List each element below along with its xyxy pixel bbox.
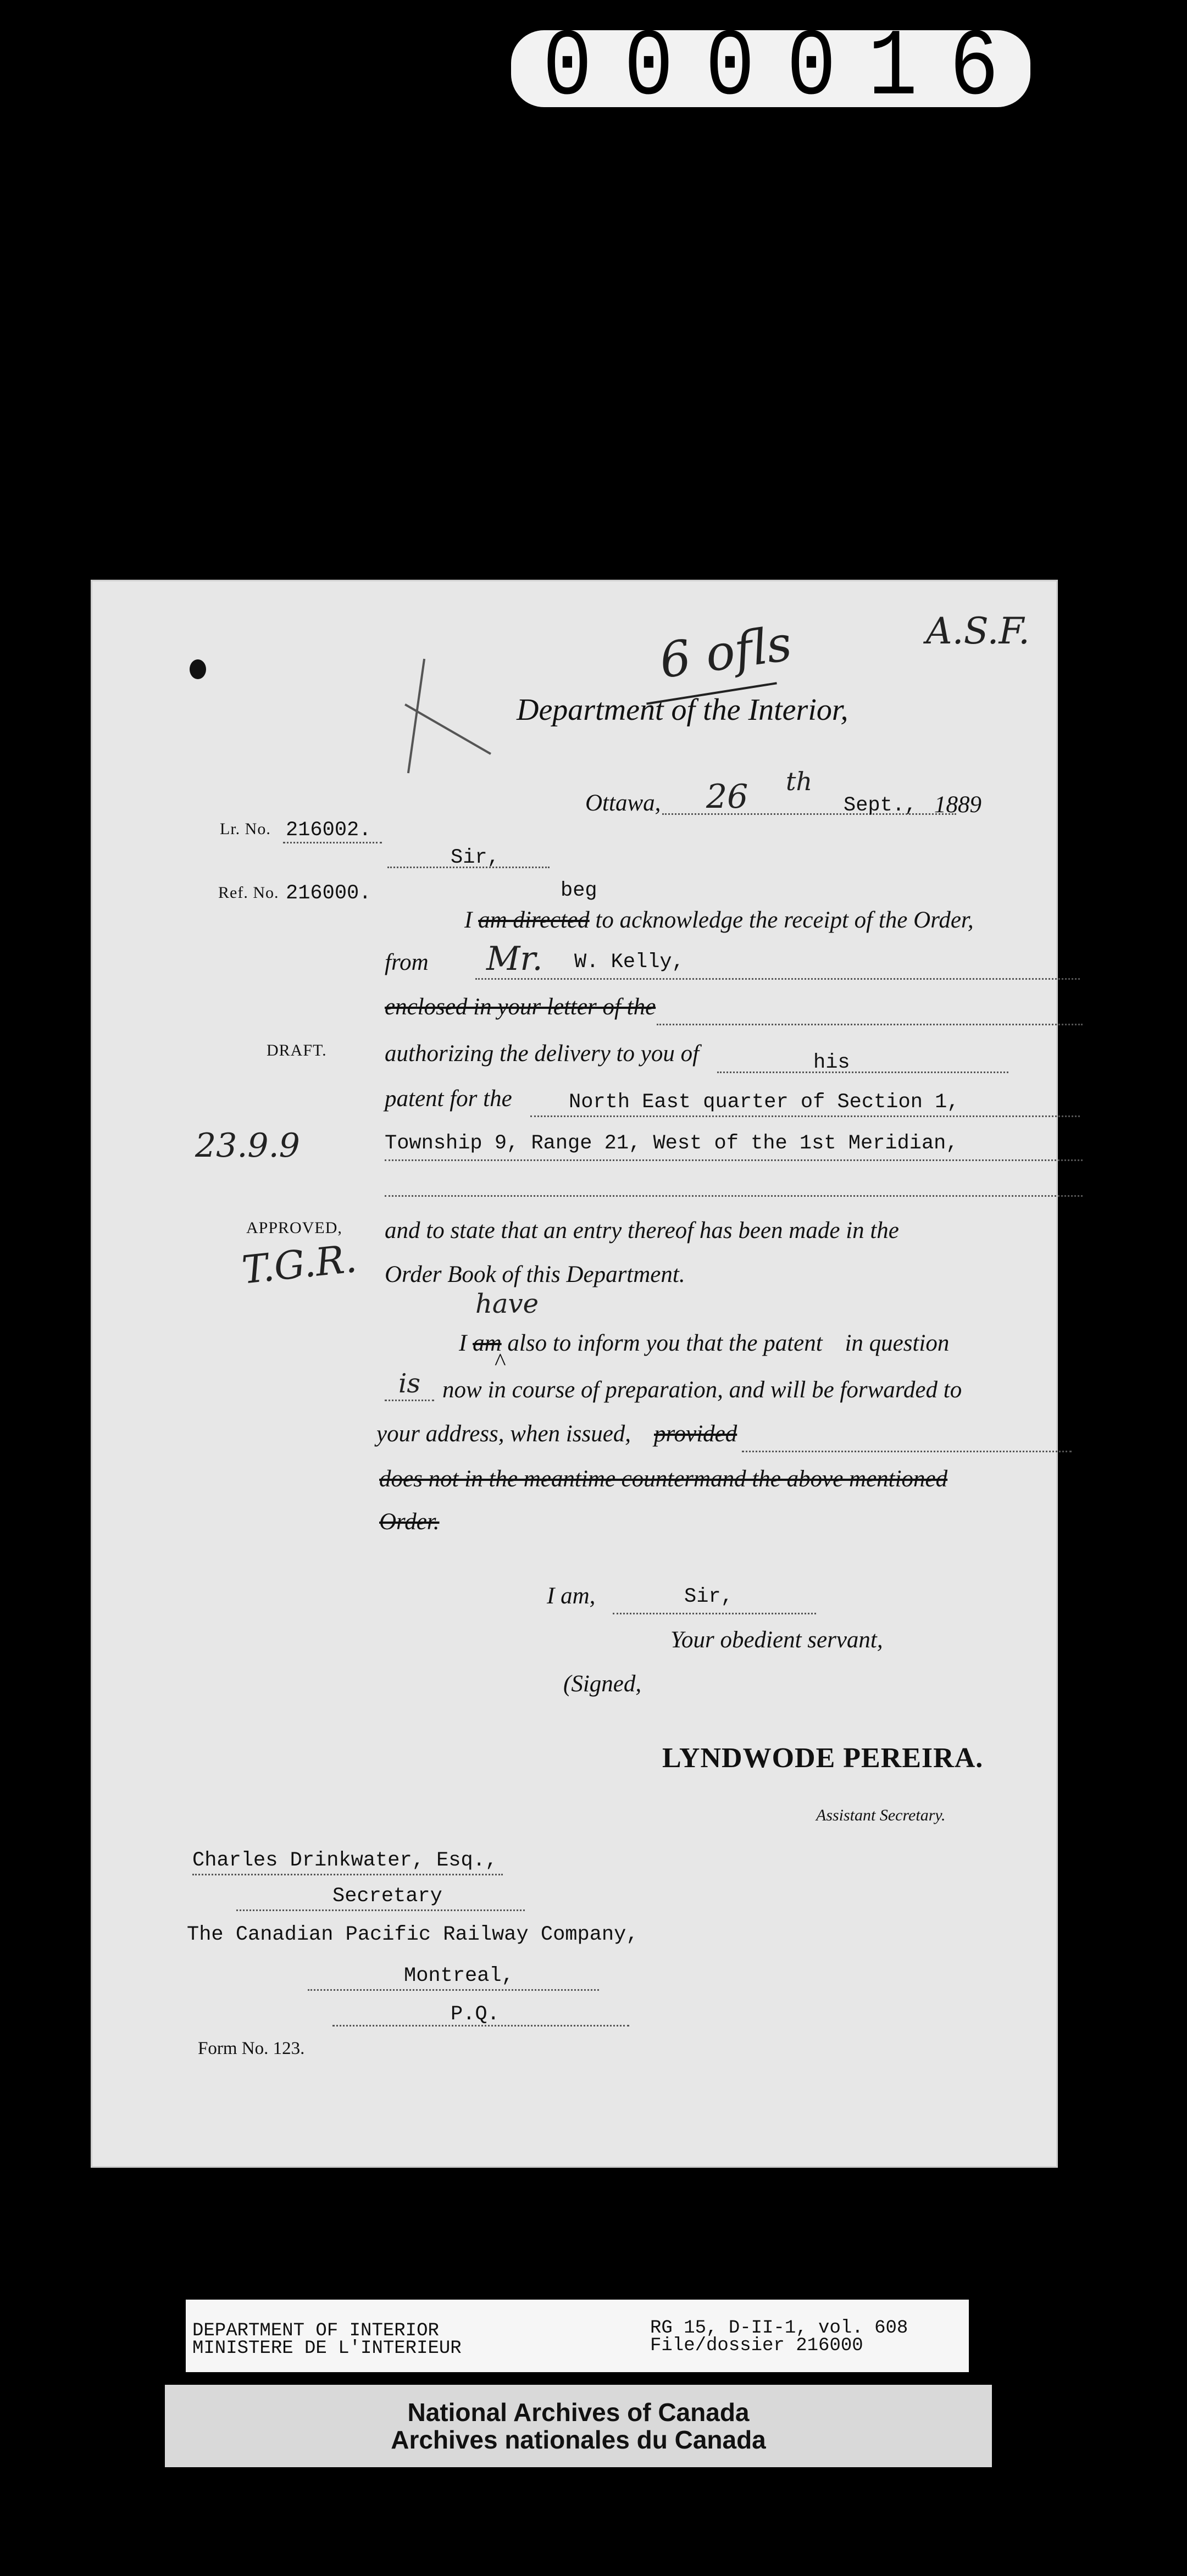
countermand-struck-line: does not in the meantime countermand the above mentioned [379,1466,948,1492]
handwritten-copies-note: 6 ofls [656,614,795,690]
archive-name-english: National Archives of Canada [407,2398,750,2427]
enclosed-struck-line: enclosed in your letter of the [385,994,656,1020]
addressee-city: Montreal, [404,1964,514,1987]
have-insertion: have [475,1289,539,1319]
department-heading: Department of the Interior, [517,693,848,727]
preparation-line: now in course of preparation, and will be forwarded to [442,1377,962,1403]
address-line: your address, when issued, [376,1421,631,1447]
is-handwritten: is [398,1368,420,1399]
letter-number-line [283,842,382,843]
draft-handwritten-date: 23.9.9 [195,1126,300,1165]
document-sheet [91,580,1058,2168]
caret-mark: ^ [495,1348,506,1375]
from-title-handwritten: Mr. [486,940,543,978]
cross-mark [407,659,480,781]
blank-line [385,1195,1083,1197]
file-reference: File/dossier 216000 [650,2335,863,2356]
ink-spot [190,659,206,679]
inform-pronoun: I [459,1330,467,1356]
order-struck: Order. [379,1509,440,1535]
addressee-company: The Canadian Pacific Railway Company, [187,1923,639,1946]
closing-sir: Sir, [684,1585,733,1608]
intro-pronoun: I [464,907,473,933]
reference-number-value: 216000. [286,882,371,905]
date-day: 26 [706,778,748,816]
archive-name-strip [165,2385,992,2467]
addressee-name-line [192,1874,503,1875]
addressee-title-line [236,1909,525,1911]
addressee-company-line [308,1989,599,1991]
letter-number-value: 216002. [286,819,371,842]
date-month: Sept., [844,794,917,817]
draft-label: DRAFT. [267,1041,327,1059]
signed-label: (Signed, [563,1671,642,1697]
from-line [475,978,1080,980]
letter-number-label: Lr. No. [220,820,271,838]
frame-number: 000016 [542,15,1031,123]
date-suffix: th [786,767,813,796]
inform-line [459,1330,949,1357]
authorizing-text: authorizing the delivery to you of [385,1041,700,1067]
from-name: W. Kelly, [574,951,684,974]
provided-struck: provided [654,1421,737,1447]
closing-i-am: I am, [547,1583,596,1609]
record-group-reference: RG 15, D-II-1, vol. 608 [650,2318,908,2339]
form-number: Form No. 123. [198,2039,305,2058]
addressee-province: P.Q. [451,2003,500,2026]
entry-statement: and to state that an entry thereof has been made in the [385,1218,899,1243]
recipient-pronoun: his [813,1051,850,1074]
township-description: Township 9, Range 21, West of the 1st Meridian, [385,1132,958,1155]
inform-struck-am: am [473,1330,502,1356]
authorizing-line [717,1072,1008,1073]
inform-rest: also to inform you that the patent [507,1330,823,1356]
patent-line [530,1115,1080,1117]
from-label: from [385,950,429,975]
reference-number-label: Ref. No. [218,884,279,902]
salutation: Sir, [451,846,500,869]
archive-name-french: Archives nationales du Canada [391,2425,766,2454]
inform-question: in question [845,1330,950,1356]
place-label: Ottawa, [585,790,661,816]
is-underline [385,1400,434,1401]
date-year: 1889 [934,792,981,818]
address-rule [742,1451,1072,1452]
enclosed-line [657,1024,1083,1025]
department-english: DEPARTMENT OF INTERIOR [192,2320,439,2341]
obedient-servant: Your obedient servant, [670,1627,883,1653]
beg-insertion: beg [561,879,597,902]
approved-label: APPROVED, [246,1219,342,1237]
closing-line [613,1613,816,1614]
department-french: MINISTERE DE L'INTERIEUR [192,2338,462,2359]
township-line [385,1159,1083,1161]
patent-for-text: patent for the [385,1086,512,1112]
addressee-name: Charles Drinkwater, Esq., [192,1849,498,1872]
archive-reference-label [186,2300,969,2372]
signature-name: LYNDWODE PEREIRA. [662,1742,984,1774]
patent-land-description: North East quarter of Section 1, [569,1091,959,1114]
frame-number-badge [511,15,1031,123]
handwritten-initials-top-right: A.S.F. [926,610,1030,652]
intro-line [464,907,974,934]
approved-initials: T.G.R. [240,1236,359,1293]
addressee-title: Secretary [332,1885,442,1908]
order-book-line: Order Book of this Department. [385,1262,685,1287]
intro-rest: to acknowledge the receipt of the Order, [595,907,974,933]
intro-struck-text: am directed [478,907,590,933]
signature-title: Assistant Secretary. [816,1806,946,1824]
